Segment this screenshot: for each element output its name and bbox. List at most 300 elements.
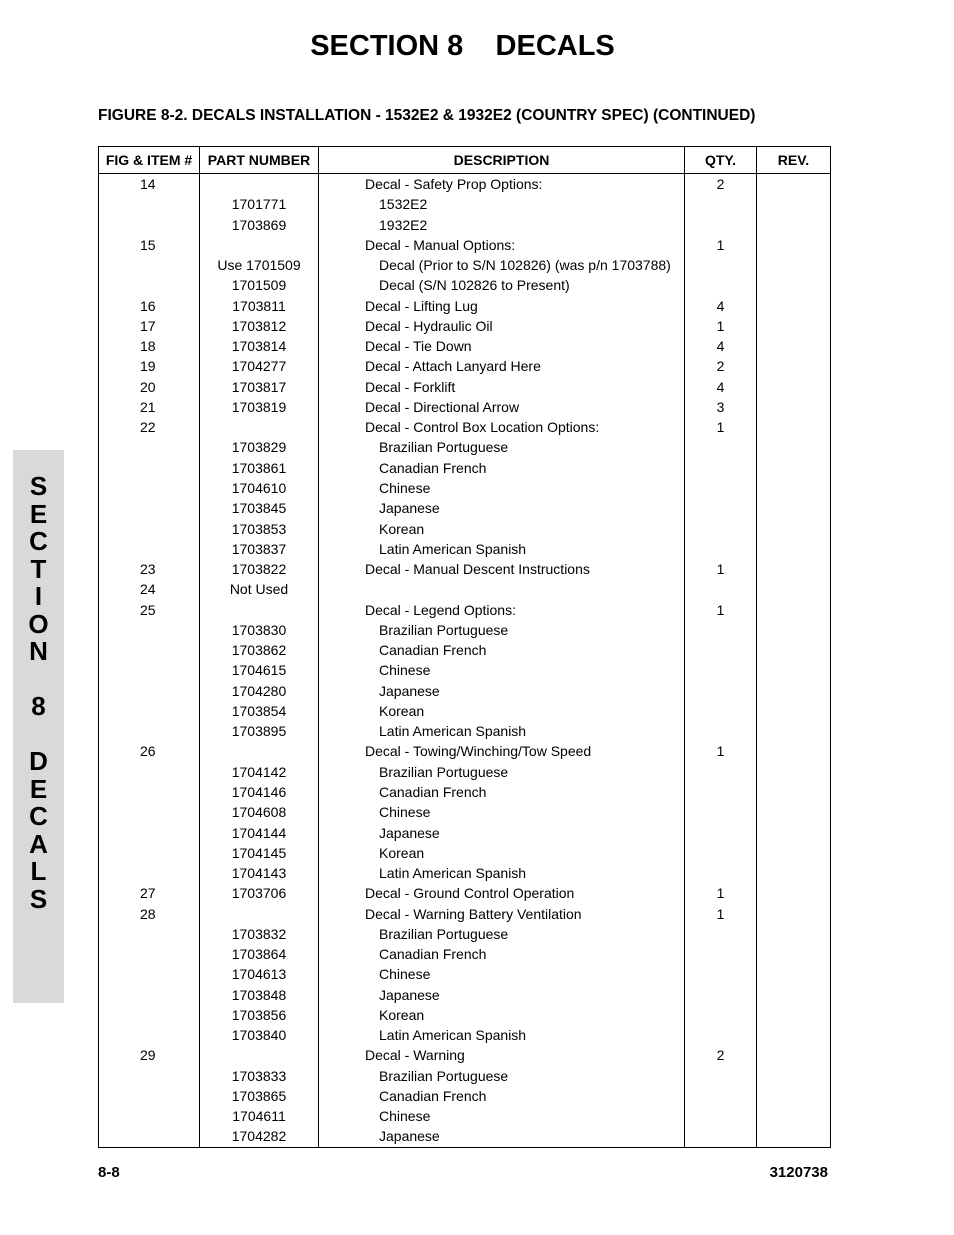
part-number-cell: Not Used — [200, 579, 319, 599]
table-row — [99, 539, 831, 559]
document-number: 3120738 — [769, 1164, 828, 1181]
side-tab-letter: I — [34, 581, 43, 611]
description-cell: Korean — [319, 1005, 685, 1025]
description-cell: Latin American Spanish — [319, 721, 685, 741]
fig-item-cell — [99, 681, 200, 701]
table-row — [99, 1126, 831, 1147]
table-row — [99, 458, 831, 478]
fig-item-cell: 18 — [99, 336, 200, 356]
rev-cell — [757, 316, 831, 336]
rev-cell — [757, 275, 831, 295]
part-number-cell: 1704142 — [200, 762, 319, 782]
fig-item-cell — [99, 782, 200, 802]
rev-cell — [757, 985, 831, 1005]
table-row — [99, 1045, 831, 1065]
table-row — [99, 1106, 831, 1126]
fig-item-cell — [99, 1126, 200, 1147]
rev-cell — [757, 762, 831, 782]
fig-item-cell — [99, 843, 200, 863]
rev-cell — [757, 1126, 831, 1147]
qty-cell — [685, 539, 757, 559]
qty-cell — [685, 762, 757, 782]
table-row — [99, 701, 831, 721]
qty-cell: 1 — [685, 235, 757, 255]
description-cell: Korean — [319, 519, 685, 539]
qty-cell — [685, 721, 757, 741]
qty-cell: 1 — [685, 904, 757, 924]
description-cell: Decal - Towing/Winching/Tow Speed — [319, 741, 685, 761]
description-cell: Canadian French — [319, 458, 685, 478]
fig-item-cell: 14 — [99, 174, 200, 195]
part-number-cell: 1704277 — [200, 356, 319, 376]
side-tab-letter: C — [29, 526, 48, 556]
part-number-cell: 1703819 — [200, 397, 319, 417]
rev-cell — [757, 397, 831, 417]
table-row — [99, 235, 831, 255]
fig-item-cell: 16 — [99, 296, 200, 316]
part-number-cell: 1703833 — [200, 1066, 319, 1086]
description-cell: Brazilian Portuguese — [319, 762, 685, 782]
description-cell: Japanese — [319, 1126, 685, 1147]
rev-cell — [757, 701, 831, 721]
table-row — [99, 377, 831, 397]
fig-item-cell — [99, 539, 200, 559]
qty-cell — [685, 579, 757, 599]
rev-cell — [757, 681, 831, 701]
qty-cell — [685, 782, 757, 802]
fig-item-cell — [99, 519, 200, 539]
part-number-cell: Use 1701509 — [200, 255, 319, 275]
qty-cell — [685, 985, 757, 1005]
qty-cell — [685, 498, 757, 518]
description-cell: Chinese — [319, 478, 685, 498]
description-cell: Japanese — [319, 985, 685, 1005]
description-cell: Latin American Spanish — [319, 863, 685, 883]
side-tab-letter: S — [29, 883, 48, 914]
description-cell: Decal - Warning — [319, 1045, 685, 1065]
part-number-cell: 1701771 — [200, 194, 319, 214]
table-row — [99, 1086, 831, 1106]
fig-item-cell — [99, 620, 200, 640]
rev-cell — [757, 559, 831, 579]
part-number-cell: 1704143 — [200, 863, 319, 883]
rev-cell — [757, 741, 831, 761]
part-number-cell: 1703845 — [200, 498, 319, 518]
table-row — [99, 417, 831, 437]
part-number-cell: 1704146 — [200, 782, 319, 802]
rev-cell — [757, 215, 831, 235]
qty-cell: 3 — [685, 397, 757, 417]
rev-cell — [757, 417, 831, 437]
part-number-cell: 1703848 — [200, 985, 319, 1005]
fig-item-cell — [99, 194, 200, 214]
part-number-cell: 1701509 — [200, 275, 319, 295]
side-tab-letter: D — [29, 746, 48, 776]
description-cell: Decal - Manual Descent Instructions — [319, 559, 685, 579]
fig-item-cell — [99, 1106, 200, 1126]
description-cell: Canadian French — [319, 640, 685, 660]
table-row — [99, 883, 831, 903]
part-number-cell: 1704610 — [200, 478, 319, 498]
part-number-cell — [200, 235, 319, 255]
description-cell: Chinese — [319, 802, 685, 822]
qty-cell: 1 — [685, 417, 757, 437]
part-number-cell — [200, 174, 319, 195]
rev-cell — [757, 843, 831, 863]
part-number-cell: 1704613 — [200, 964, 319, 984]
fig-item-cell — [99, 660, 200, 680]
header-part-number: PART NUMBER — [200, 147, 319, 174]
rev-cell — [757, 235, 831, 255]
description-cell: Decal - Ground Control Operation — [319, 883, 685, 903]
qty-cell: 1 — [685, 600, 757, 620]
qty-cell — [685, 701, 757, 721]
qty-cell — [685, 924, 757, 944]
table-row — [99, 255, 831, 275]
description-cell: Decal - Legend Options: — [319, 600, 685, 620]
part-number-cell — [200, 600, 319, 620]
fig-item-cell: 19 — [99, 356, 200, 376]
fig-item-cell — [99, 802, 200, 822]
part-number-cell — [200, 1045, 319, 1065]
rev-cell — [757, 174, 831, 195]
table-row — [99, 519, 831, 539]
rev-cell — [757, 194, 831, 214]
table-row — [99, 823, 831, 843]
side-tab-letter: A — [29, 828, 48, 859]
table-row — [99, 660, 831, 680]
rev-cell — [757, 478, 831, 498]
qty-cell — [685, 215, 757, 235]
description-cell: Decal - Warning Battery Ventilation — [319, 904, 685, 924]
part-number-cell: 1703811 — [200, 296, 319, 316]
qty-cell — [685, 640, 757, 660]
table-row — [99, 1066, 831, 1086]
qty-cell — [685, 681, 757, 701]
rev-cell — [757, 255, 831, 275]
qty-cell: 1 — [685, 883, 757, 903]
description-cell: Japanese — [319, 681, 685, 701]
description-cell: Brazilian Portuguese — [319, 437, 685, 457]
qty-cell — [685, 620, 757, 640]
fig-item-cell — [99, 701, 200, 721]
qty-cell — [685, 194, 757, 214]
side-tab-letter: O — [28, 608, 49, 639]
fig-item-cell: 25 — [99, 600, 200, 620]
part-number-cell: 1703895 — [200, 721, 319, 741]
table-row — [99, 215, 831, 235]
fig-item-cell — [99, 985, 200, 1005]
page-number: 8-8 — [98, 1164, 120, 1181]
rev-cell — [757, 944, 831, 964]
fig-item-cell — [99, 863, 200, 883]
qty-cell: 1 — [685, 316, 757, 336]
part-number-cell: 1703865 — [200, 1086, 319, 1106]
qty-cell — [685, 823, 757, 843]
table-row — [99, 640, 831, 660]
rev-cell — [757, 904, 831, 924]
description-cell: 1532E2 — [319, 194, 685, 214]
description-cell: Brazilian Portuguese — [319, 924, 685, 944]
qty-cell — [685, 1106, 757, 1126]
fig-item-cell: 26 — [99, 741, 200, 761]
table-row — [99, 985, 831, 1005]
qty-cell — [685, 458, 757, 478]
fig-item-cell — [99, 255, 200, 275]
description-cell: Latin American Spanish — [319, 539, 685, 559]
rev-cell — [757, 863, 831, 883]
part-number-cell: 1703829 — [200, 437, 319, 457]
table-row — [99, 944, 831, 964]
description-cell: Brazilian Portuguese — [319, 620, 685, 640]
fig-item-cell — [99, 215, 200, 235]
table-row — [99, 762, 831, 782]
rev-cell — [757, 336, 831, 356]
qty-cell — [685, 944, 757, 964]
fig-item-cell — [99, 1086, 200, 1106]
rev-cell — [757, 1045, 831, 1065]
rev-cell — [757, 356, 831, 376]
table-row — [99, 498, 831, 518]
part-number-cell: 1703856 — [200, 1005, 319, 1025]
header-fig-item: FIG & ITEM # — [99, 147, 200, 174]
fig-item-cell: 24 — [99, 579, 200, 599]
fig-item-cell — [99, 1005, 200, 1025]
side-tab-letter: E — [29, 773, 48, 804]
qty-cell — [685, 1005, 757, 1025]
fig-item-cell: 20 — [99, 377, 200, 397]
rev-cell — [757, 498, 831, 518]
fig-item-cell — [99, 1025, 200, 1045]
table-row — [99, 782, 831, 802]
qty-cell — [685, 519, 757, 539]
table-row — [99, 316, 831, 336]
description-cell: Korean — [319, 843, 685, 863]
table-row — [99, 904, 831, 924]
description-cell: Chinese — [319, 660, 685, 680]
part-number-cell: 1703814 — [200, 336, 319, 356]
part-number-cell: 1703812 — [200, 316, 319, 336]
description-cell: Japanese — [319, 498, 685, 518]
table-row — [99, 174, 831, 195]
fig-item-cell: 21 — [99, 397, 200, 417]
fig-item-cell: 15 — [99, 235, 200, 255]
rev-cell — [757, 660, 831, 680]
side-tab-letter: N — [29, 636, 48, 666]
part-number-cell: 1704615 — [200, 660, 319, 680]
table-row — [99, 1025, 831, 1045]
parts-table — [98, 146, 831, 1148]
part-number-cell: 1703830 — [200, 620, 319, 640]
fig-item-cell: 27 — [99, 883, 200, 903]
rev-cell — [757, 458, 831, 478]
fig-item-cell: 17 — [99, 316, 200, 336]
table-row — [99, 924, 831, 944]
table-row — [99, 1005, 831, 1025]
table-row — [99, 600, 831, 620]
rev-cell — [757, 1086, 831, 1106]
side-tab-letter: T — [30, 553, 47, 584]
table-row — [99, 964, 831, 984]
table-row — [99, 863, 831, 883]
rev-cell — [757, 377, 831, 397]
description-cell: Canadian French — [319, 944, 685, 964]
fig-item-cell — [99, 275, 200, 295]
table-row — [99, 336, 831, 356]
qty-cell: 1 — [685, 559, 757, 579]
description-cell: Decal - Forklift — [319, 377, 685, 397]
fig-item-cell — [99, 823, 200, 843]
table-row — [99, 397, 831, 417]
description-cell: Decal - Tie Down — [319, 336, 685, 356]
table-header-row — [99, 147, 831, 174]
rev-cell — [757, 1025, 831, 1045]
qty-cell — [685, 802, 757, 822]
table-row — [99, 843, 831, 863]
rev-cell — [757, 519, 831, 539]
header-description: DESCRIPTION — [319, 147, 685, 174]
qty-cell — [685, 964, 757, 984]
part-number-cell: 1704282 — [200, 1126, 319, 1147]
part-number-cell: 1703854 — [200, 701, 319, 721]
qty-cell: 2 — [685, 174, 757, 195]
part-number-cell: 1703864 — [200, 944, 319, 964]
table-row — [99, 681, 831, 701]
qty-cell — [685, 843, 757, 863]
rev-cell — [757, 620, 831, 640]
table-row — [99, 296, 831, 316]
description-cell: Decal - Lifting Lug — [319, 296, 685, 316]
part-number-cell: 1704280 — [200, 681, 319, 701]
rev-cell — [757, 539, 831, 559]
part-number-cell: 1703862 — [200, 640, 319, 660]
table-row — [99, 275, 831, 295]
description-cell: Canadian French — [319, 782, 685, 802]
rev-cell — [757, 640, 831, 660]
side-tab-letter: L — [30, 856, 47, 886]
qty-cell: 2 — [685, 356, 757, 376]
rev-cell — [757, 823, 831, 843]
rev-cell — [757, 579, 831, 599]
side-tab-letter: S — [29, 471, 48, 501]
fig-item-cell — [99, 944, 200, 964]
rev-cell — [757, 600, 831, 620]
section-title: SECTION 8 DECALS — [310, 30, 615, 62]
qty-cell — [685, 660, 757, 680]
table-row — [99, 579, 831, 599]
side-tab-letter: C — [29, 801, 48, 831]
qty-cell — [685, 275, 757, 295]
qty-cell — [685, 1066, 757, 1086]
description-cell: Decal - Directional Arrow — [319, 397, 685, 417]
header-qty: QTY. — [685, 147, 757, 174]
fig-item-cell — [99, 478, 200, 498]
part-number-cell — [200, 417, 319, 437]
qty-cell: 1 — [685, 741, 757, 761]
table-row — [99, 721, 831, 741]
fig-item-cell — [99, 721, 200, 741]
rev-cell — [757, 296, 831, 316]
part-number-cell: 1703832 — [200, 924, 319, 944]
part-number-cell — [200, 741, 319, 761]
qty-cell: 4 — [685, 377, 757, 397]
fig-item-cell: 29 — [99, 1045, 200, 1065]
part-number-cell: 1703869 — [200, 215, 319, 235]
description-cell: Canadian French — [319, 1086, 685, 1106]
table-row — [99, 620, 831, 640]
rev-cell — [757, 1066, 831, 1086]
part-number-cell: 1703853 — [200, 519, 319, 539]
part-number-cell — [200, 904, 319, 924]
fig-item-cell — [99, 1066, 200, 1086]
part-number-cell: 1703837 — [200, 539, 319, 559]
description-cell: 1932E2 — [319, 215, 685, 235]
section-side-tab — [13, 450, 64, 1003]
table-row — [99, 437, 831, 457]
description-cell: Chinese — [319, 964, 685, 984]
table-row — [99, 741, 831, 761]
qty-cell — [685, 863, 757, 883]
description-cell: Decal - Safety Prop Options: — [319, 174, 685, 195]
part-number-cell: 1703822 — [200, 559, 319, 579]
part-number-cell: 1703840 — [200, 1025, 319, 1045]
rev-cell — [757, 802, 831, 822]
rev-cell — [757, 437, 831, 457]
table-row — [99, 559, 831, 579]
part-number-cell: 1704611 — [200, 1106, 319, 1126]
qty-cell — [685, 1086, 757, 1106]
part-number-cell: 1704144 — [200, 823, 319, 843]
description-cell: Decal (S/N 102826 to Present) — [319, 275, 685, 295]
part-number-cell: 1704608 — [200, 802, 319, 822]
fig-item-cell — [99, 458, 200, 478]
fig-item-cell — [99, 498, 200, 518]
rev-cell — [757, 721, 831, 741]
fig-item-cell: 23 — [99, 559, 200, 579]
qty-cell — [685, 1126, 757, 1147]
description-cell — [319, 579, 685, 599]
qty-cell — [685, 478, 757, 498]
description-cell: Japanese — [319, 823, 685, 843]
qty-cell — [685, 437, 757, 457]
table-row — [99, 802, 831, 822]
qty-cell: 2 — [685, 1045, 757, 1065]
fig-item-cell — [99, 762, 200, 782]
fig-item-cell — [99, 964, 200, 984]
description-cell: Latin American Spanish — [319, 1025, 685, 1045]
description-cell: Decal - Manual Options: — [319, 235, 685, 255]
side-tab-letter: 8 — [31, 691, 46, 721]
rev-cell — [757, 1005, 831, 1025]
table-row — [99, 356, 831, 376]
qty-cell: 4 — [685, 296, 757, 316]
description-cell: Decal - Control Box Location Options: — [319, 417, 685, 437]
description-cell: Decal - Hydraulic Oil — [319, 316, 685, 336]
description-cell: Decal (Prior to S/N 102826) (was p/n 1703788) — [319, 255, 685, 275]
part-number-cell: 1703861 — [200, 458, 319, 478]
description-cell: Chinese — [319, 1106, 685, 1126]
description-cell: Brazilian Portuguese — [319, 1066, 685, 1086]
part-number-cell: 1703817 — [200, 377, 319, 397]
fig-item-cell: 28 — [99, 904, 200, 924]
part-number-cell: 1704145 — [200, 843, 319, 863]
qty-cell — [685, 1025, 757, 1045]
fig-item-cell — [99, 437, 200, 457]
qty-cell — [685, 255, 757, 275]
part-number-cell: 1703706 — [200, 883, 319, 903]
fig-item-cell: 22 — [99, 417, 200, 437]
description-cell: Korean — [319, 701, 685, 721]
